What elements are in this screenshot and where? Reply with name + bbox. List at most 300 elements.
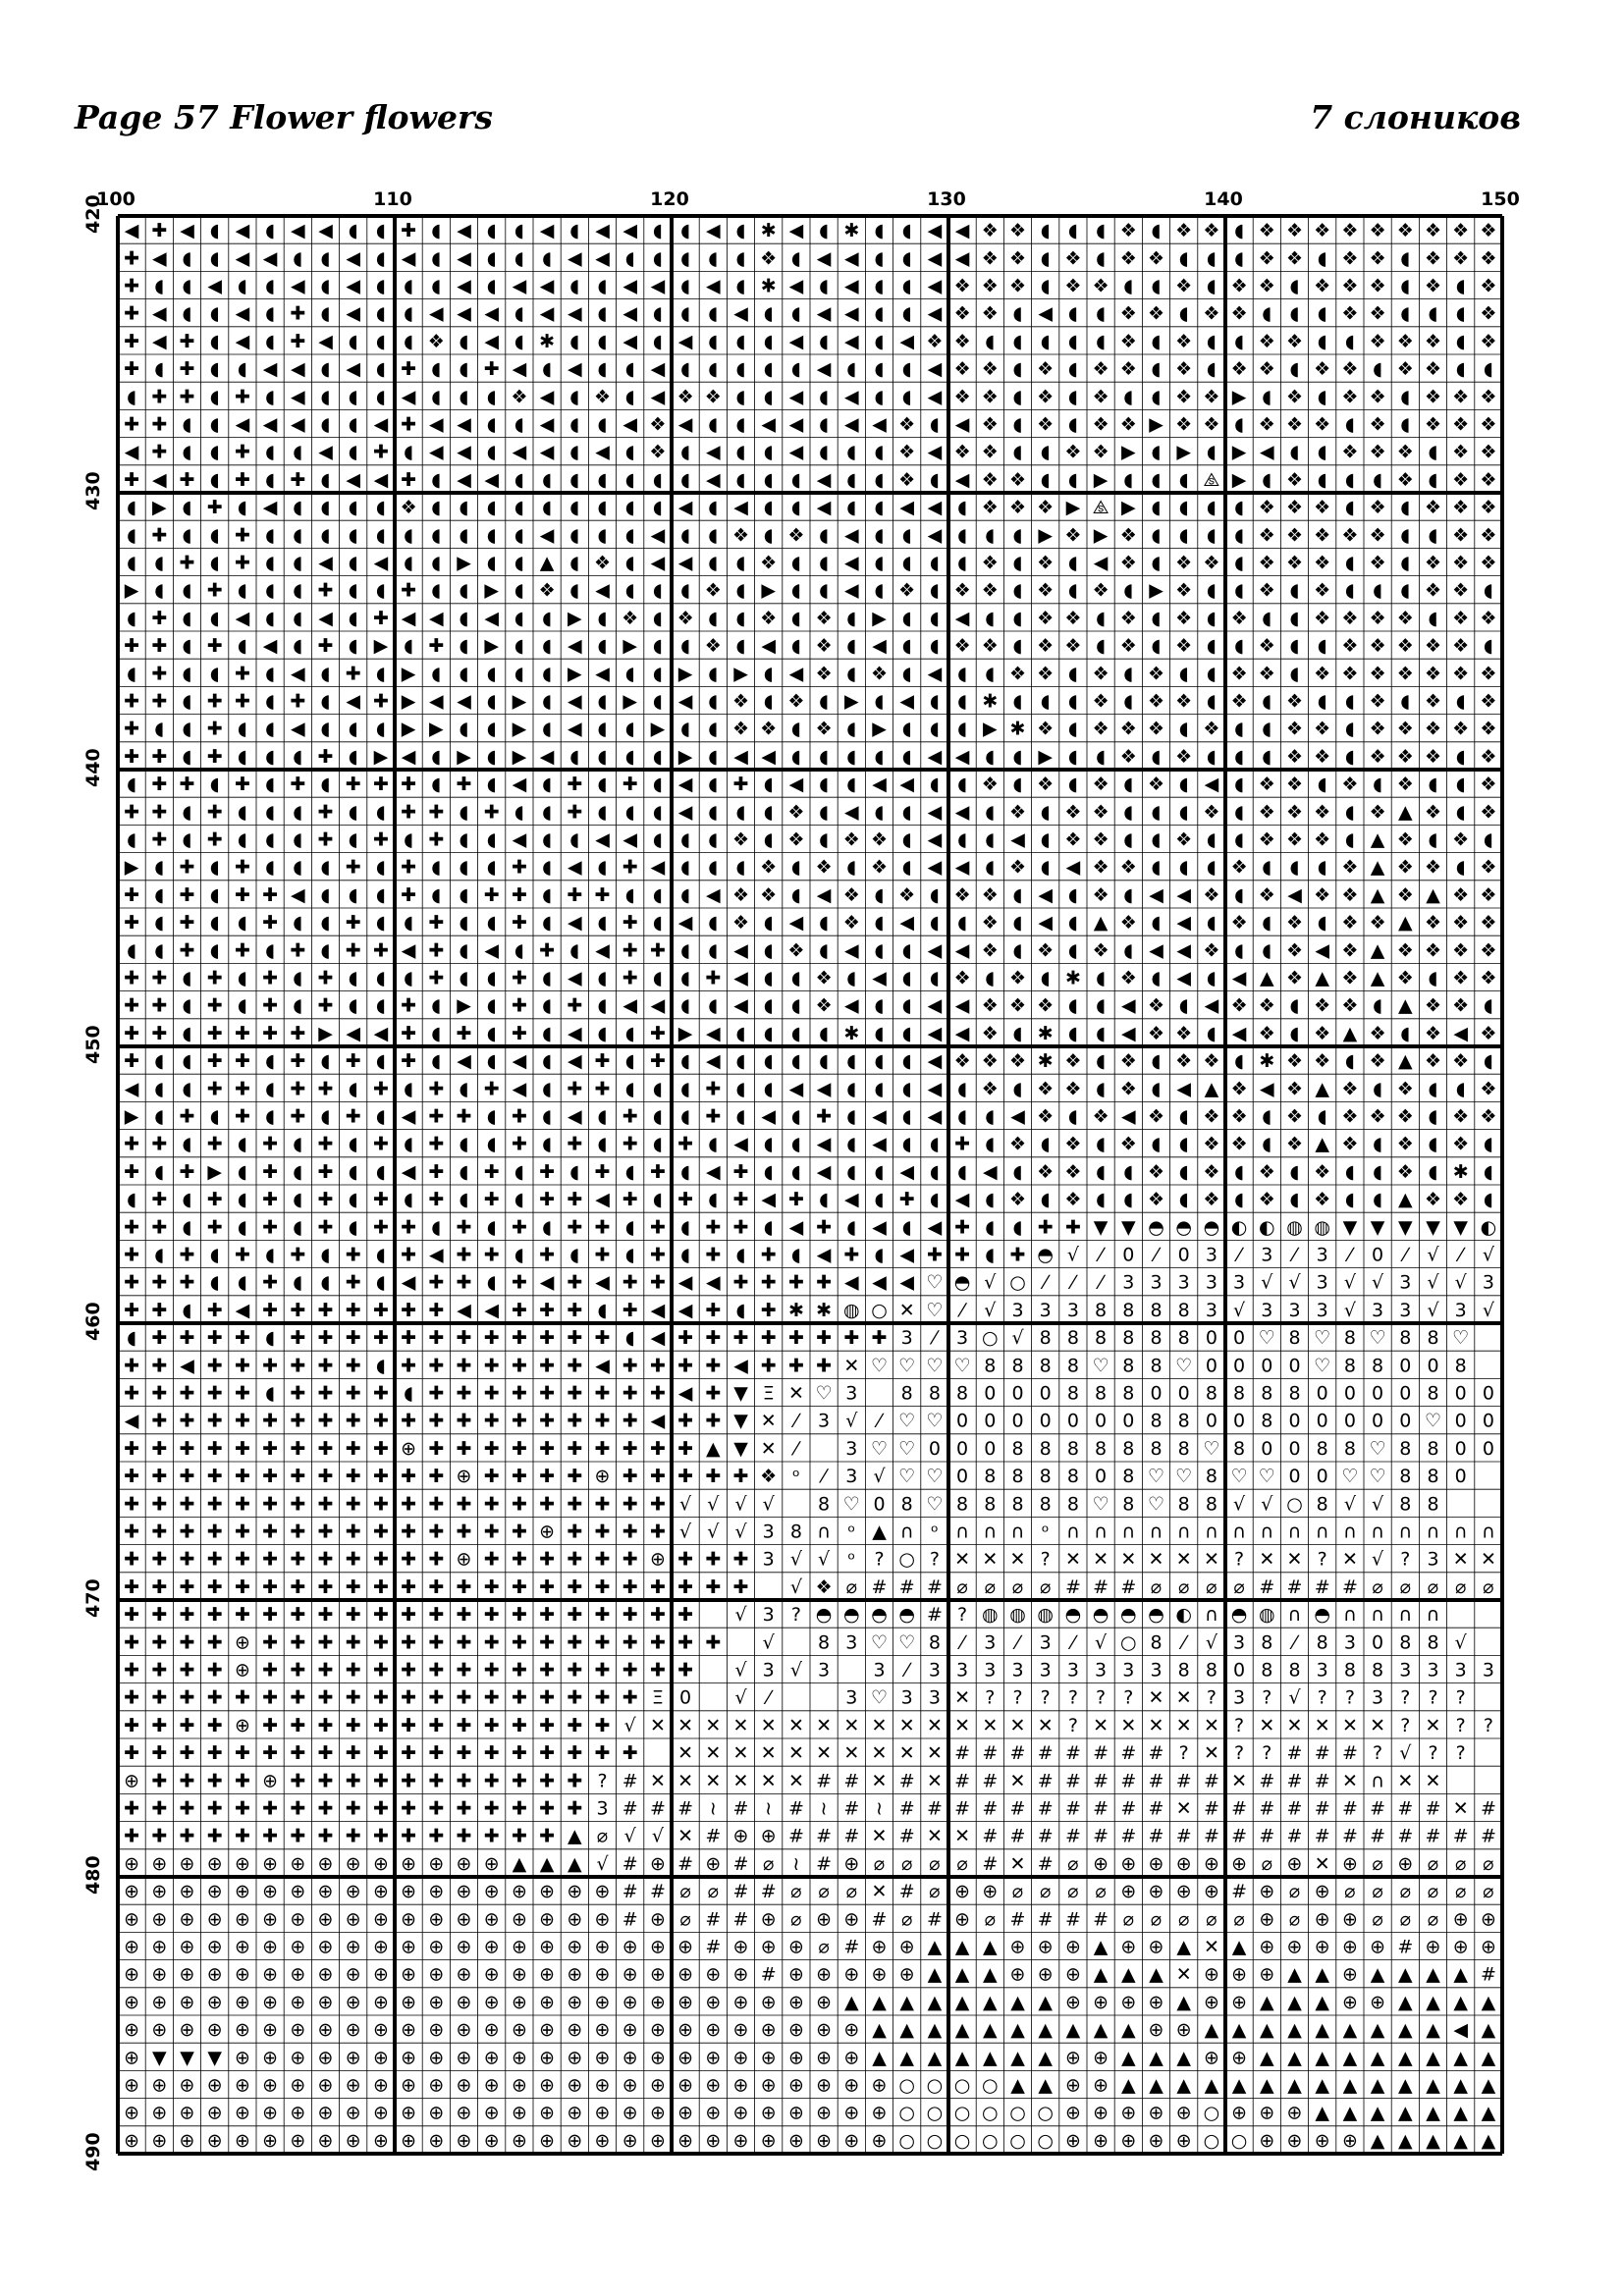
stitch-symbol: ◖ — [1234, 1189, 1245, 1211]
stitch-symbol: ❖ — [1396, 774, 1414, 796]
stitch-symbol: ❖ — [1341, 1133, 1359, 1155]
stitch-symbol: ❖ — [815, 994, 833, 1017]
stitch-symbol: 8 — [900, 1382, 913, 1405]
stitch-symbol: ⊕ — [871, 1963, 888, 1986]
stitch-symbol: ⊕ — [594, 1908, 611, 1931]
stitch-symbol: ◖ — [1289, 358, 1300, 381]
stitch-symbol: ❖ — [1314, 220, 1331, 242]
stitch-symbol: # — [954, 1797, 971, 1820]
stitch-symbol: ✚ — [234, 1022, 250, 1044]
stitch-symbol: ♡ — [898, 1631, 916, 1654]
stitch-symbol: ⊕ — [539, 2102, 556, 2124]
stitch-symbol: ◖ — [265, 1382, 276, 1405]
stitch-symbol: ⌀ — [790, 1881, 802, 1903]
stitch-symbol: ✚ — [760, 1327, 777, 1350]
stitch-symbol: ✱ — [760, 220, 777, 242]
stitch-symbol: ◖ — [763, 302, 774, 325]
stitch-symbol: ◖ — [652, 635, 663, 658]
stitch-symbol: ⊕ — [1259, 2129, 1275, 2152]
stitch-symbol: ◖ — [790, 883, 801, 906]
stitch-symbol: ⊕ — [345, 2129, 361, 2152]
stitch-symbol: ✚ — [401, 1410, 417, 1432]
stitch-symbol: ✕ — [732, 1742, 749, 1765]
stitch-symbol: 8 — [1150, 1631, 1163, 1654]
stitch-symbol: ◀ — [927, 1050, 943, 1073]
stitch-symbol: ⊕ — [179, 1936, 195, 1958]
stitch-symbol: ✚ — [290, 1382, 306, 1405]
stitch-symbol: ✚ — [262, 1659, 279, 1682]
stitch-symbol: ◖ — [874, 497, 885, 519]
stitch-symbol: ◖ — [874, 745, 885, 768]
stitch-symbol: # — [732, 1881, 749, 1903]
stitch-symbol: ◖ — [486, 1022, 497, 1044]
stitch-symbol: ⊕ — [124, 2047, 140, 2069]
stitch-symbol: √ — [1261, 1271, 1273, 1294]
stitch-symbol: ⁄ — [960, 1631, 964, 1654]
stitch-symbol: ◖ — [486, 275, 497, 297]
stitch-symbol: ◀ — [428, 413, 444, 436]
stitch-symbol: ✱ — [539, 330, 556, 352]
stitch-symbol: ✚ — [401, 1299, 417, 1321]
stitch-symbol: ⊕ — [290, 1991, 306, 2013]
stitch-symbol: ◀ — [290, 718, 305, 740]
stitch-symbol: ▲ — [1426, 883, 1440, 906]
stitch-symbol: 3 — [1122, 1271, 1135, 1294]
stitch-symbol: ◖ — [680, 828, 691, 851]
stitch-symbol: # — [1286, 1742, 1303, 1765]
stitch-symbol: ✚ — [649, 1160, 666, 1183]
stitch-symbol: ◓ — [843, 1604, 860, 1627]
stitch-symbol: ◖ — [348, 994, 358, 1017]
stitch-symbol: ✚ — [345, 912, 361, 934]
stitch-symbol: ✚ — [234, 663, 250, 685]
stitch-symbol: ✚ — [124, 413, 140, 436]
stitch-symbol: ⊕ — [1397, 1852, 1414, 1875]
stitch-symbol: ❖ — [1064, 524, 1082, 547]
stitch-symbol: ◖ — [569, 413, 580, 436]
stitch-symbol: ✚ — [206, 1521, 223, 1543]
stitch-symbol: ◖ — [542, 358, 553, 381]
stitch-symbol: ❖ — [1258, 663, 1275, 685]
stitch-symbol: ✚ — [372, 1410, 389, 1432]
stitch-symbol: 8 — [1066, 1327, 1079, 1350]
stitch-symbol: ✚ — [151, 220, 168, 242]
stitch-symbol: ⊕ — [428, 1991, 445, 2013]
stitch-symbol: ▶ — [124, 856, 139, 879]
stitch-symbol: 8 — [928, 1382, 941, 1405]
stitch-symbol: ⌀ — [1399, 1908, 1412, 1931]
stitch-symbol: √ — [789, 1575, 802, 1598]
stitch-symbol: ◖ — [320, 302, 331, 325]
stitch-symbol: ❖ — [1452, 912, 1470, 934]
stitch-symbol: ◖ — [874, 247, 885, 270]
pattern-author: 7 слоников — [1310, 98, 1521, 136]
stitch-symbol: ❖ — [760, 552, 778, 574]
stitch-symbol: ◖ — [819, 524, 830, 547]
stitch-symbol: ✚ — [483, 1742, 500, 1765]
stitch-symbol: ✚ — [816, 1271, 833, 1294]
stitch-symbol: ❖ — [1369, 497, 1386, 519]
stitch-symbol: ▲ — [927, 1936, 943, 1958]
stitch-symbol: ⊕ — [677, 1963, 694, 1986]
stitch-symbol: ◖ — [874, 386, 885, 408]
stitch-symbol: ✚ — [483, 1078, 500, 1100]
stitch-symbol: ◖ — [1400, 524, 1411, 547]
stitch-symbol: ✚ — [456, 1604, 472, 1627]
stitch-symbol: ✚ — [234, 1244, 250, 1266]
stitch-symbol: ✚ — [179, 1466, 195, 1488]
stitch-symbol: ⊕ — [401, 1991, 417, 2013]
stitch-symbol: ▶ — [872, 607, 887, 629]
stitch-symbol: ◖ — [293, 524, 303, 547]
stitch-symbol: ❖ — [1314, 1189, 1331, 1211]
stitch-symbol: ◀ — [1176, 1078, 1192, 1100]
stitch-symbol: ✚ — [372, 1686, 389, 1709]
stitch-symbol: ◖ — [182, 413, 192, 436]
stitch-symbol: ◖ — [237, 745, 247, 768]
stitch-symbol: ◀ — [622, 330, 638, 352]
stitch-symbol: 0 — [1343, 1410, 1356, 1432]
stitch-symbol: ❖ — [1092, 718, 1109, 740]
stitch-symbol: ♡ — [1424, 1410, 1442, 1432]
stitch-symbol: ◖ — [624, 247, 635, 270]
stitch-symbol: ✚ — [705, 1299, 722, 1321]
stitch-symbol: ✕ — [1009, 1770, 1026, 1792]
stitch-symbol: ◖ — [320, 663, 331, 685]
stitch-symbol: ◖ — [154, 1160, 165, 1183]
stitch-symbol: ◀ — [705, 441, 721, 463]
stitch-symbol: ◖ — [708, 497, 719, 519]
stitch-symbol: ◖ — [348, 1133, 358, 1155]
stitch-symbol: ❖ — [1314, 994, 1331, 1017]
stitch-symbol: ◖ — [1373, 994, 1383, 1017]
stitch-symbol: ❖ — [1008, 801, 1027, 824]
stitch-symbol: ▶ — [512, 745, 527, 768]
stitch-symbol: 8 — [1122, 1437, 1135, 1460]
stitch-symbol: ◖ — [652, 330, 663, 352]
stitch-symbol: ◖ — [1040, 468, 1051, 491]
stitch-symbol: ⊕ — [151, 1852, 168, 1875]
stitch-symbol: ◖ — [929, 1189, 940, 1211]
stitch-symbol: ◖ — [404, 967, 414, 989]
stitch-symbol: ◖ — [652, 774, 663, 796]
stitch-symbol: ◀ — [954, 413, 970, 436]
stitch-symbol: ◀ — [788, 912, 804, 934]
stitch-symbol: ◖ — [790, 856, 801, 879]
stitch-symbol: ✚ — [151, 1714, 168, 1736]
stitch-symbol: ✚ — [567, 801, 583, 824]
stitch-symbol: ◖ — [1206, 912, 1217, 934]
stitch-symbol: ◖ — [985, 607, 996, 629]
stitch-symbol: # — [982, 1770, 999, 1792]
stitch-symbol: # — [898, 1575, 915, 1598]
stitch-symbol: ▶ — [1231, 386, 1247, 408]
stitch-symbol: ✚ — [705, 1410, 722, 1432]
stitch-symbol: ◖ — [1234, 497, 1245, 519]
stitch-symbol: ✚ — [151, 1271, 168, 1294]
stitch-symbol: ◖ — [1206, 524, 1217, 547]
stitch-symbol: ᵒ — [930, 1521, 939, 1543]
stitch-symbol: ✕ — [760, 1742, 777, 1765]
stitch-symbol: ◖ — [708, 994, 719, 1017]
stitch-symbol: ◀ — [677, 690, 693, 713]
stitch-symbol: ❖ — [1480, 552, 1497, 574]
stitch-symbol: ✚ — [317, 579, 334, 602]
stitch-symbol: ◖ — [790, 1105, 801, 1128]
stitch-symbol: ❖ — [1314, 663, 1331, 685]
stitch-symbol: ❖ — [704, 386, 722, 408]
stitch-symbol: ◖ — [1344, 330, 1355, 352]
stitch-symbol: ◖ — [735, 579, 746, 602]
stitch-symbol: ❖ — [1396, 607, 1414, 629]
stitch-symbol: ⊕ — [372, 1852, 389, 1875]
stitch-symbol: 8 — [1454, 1355, 1467, 1377]
stitch-symbol: ▲ — [927, 2047, 943, 2069]
stitch-symbol: ▲ — [954, 1991, 970, 2013]
stitch-symbol: √ — [1343, 1299, 1356, 1321]
stitch-symbol: ≀ — [709, 1797, 717, 1820]
stitch-symbol: ✚ — [206, 1078, 223, 1100]
stitch-symbol: ◖ — [127, 939, 137, 962]
stitch-symbol: ✚ — [622, 1742, 638, 1765]
stitch-symbol: ✚ — [649, 1050, 666, 1073]
stitch-symbol: ✚ — [151, 1770, 168, 1792]
stitch-symbol: ◖ — [1317, 635, 1327, 658]
stitch-symbol: ▲ — [1397, 2019, 1413, 2042]
stitch-symbol: ✚ — [594, 1327, 611, 1350]
stitch-symbol: ◀ — [843, 413, 859, 436]
stitch-symbol: ✚ — [124, 1521, 140, 1543]
stitch-symbol: ◀ — [401, 939, 416, 962]
stitch-symbol: 3 — [1372, 1686, 1384, 1709]
stitch-symbol: ✚ — [234, 1410, 250, 1432]
stitch-symbol: ◓ — [1314, 1604, 1330, 1627]
stitch-symbol: ⊕ — [428, 1908, 445, 1931]
stitch-symbol: ⊕ — [483, 2129, 500, 2152]
stitch-symbol: ◖ — [348, 413, 358, 436]
stitch-symbol: ✕ — [1120, 1714, 1137, 1736]
stitch-symbol: ✚ — [124, 1686, 140, 1709]
stitch-symbol: ◖ — [819, 220, 830, 242]
stitch-symbol: ◖ — [514, 220, 524, 242]
stitch-symbol: ⊕ — [483, 2047, 500, 2069]
stitch-symbol: ❖ — [1285, 220, 1304, 242]
stitch-symbol: ◖ — [680, 468, 691, 491]
stitch-symbol: # — [926, 1797, 943, 1820]
stitch-symbol: ✚ — [567, 1327, 583, 1350]
stitch-symbol: ◖ — [624, 1050, 635, 1073]
stitch-symbol: ✚ — [290, 1686, 306, 1709]
stitch-symbol: ❖ — [1314, 883, 1331, 906]
stitch-symbol: ◖ — [1096, 1050, 1107, 1073]
stitch-symbol: # — [1093, 1825, 1109, 1847]
stitch-symbol: ✚ — [179, 1548, 195, 1571]
stitch-symbol: ◀ — [457, 1299, 471, 1321]
stitch-symbol: ✚ — [262, 1797, 279, 1820]
stitch-symbol: ❖ — [1008, 856, 1027, 879]
stitch-symbol: ◀ — [954, 247, 970, 270]
stitch-symbol: ✚ — [401, 1022, 417, 1044]
stitch-symbol: ? — [1262, 1742, 1272, 1765]
stitch-symbol: ◖ — [1067, 939, 1078, 962]
stitch-symbol: ◀ — [705, 1022, 721, 1044]
stitch-symbol: ◀ — [235, 302, 250, 325]
stitch-symbol: ◖ — [1483, 1133, 1493, 1155]
stitch-symbol: ❖ — [593, 552, 612, 574]
stitch-symbol: 3 — [956, 1327, 969, 1350]
stitch-symbol: ✱ — [816, 1299, 833, 1321]
stitch-symbol: ◖ — [1455, 690, 1466, 713]
stitch-symbol: ⊕ — [1259, 2102, 1275, 2124]
stitch-symbol: ✚ — [567, 1216, 583, 1239]
stitch-symbol: 0 — [679, 1686, 692, 1709]
stitch-symbol: ◖ — [404, 302, 414, 325]
stitch-symbol: ◀ — [927, 856, 943, 879]
stitch-symbol: ◖ — [1123, 579, 1134, 602]
stitch-symbol: ◖ — [1206, 635, 1217, 658]
stitch-symbol: ◖ — [624, 801, 635, 824]
stitch-symbol: ◀ — [290, 413, 305, 436]
stitch-symbol: ◀ — [927, 1216, 943, 1239]
stitch-symbol: ◖ — [209, 358, 220, 381]
row-label: 430 — [82, 471, 104, 510]
stitch-symbol: ✚ — [179, 1160, 195, 1183]
stitch-symbol: ◖ — [431, 1022, 442, 1044]
stitch-symbol: ⊕ — [567, 2047, 583, 2069]
stitch-symbol: ⊕ — [290, 2129, 306, 2152]
stitch-symbol: ✚ — [206, 1216, 223, 1239]
stitch-symbol: ✚ — [567, 1466, 583, 1488]
stitch-symbol: ◖ — [569, 552, 580, 574]
stitch-symbol: ❖ — [1230, 912, 1248, 934]
stitch-symbol: ✚ — [511, 994, 527, 1017]
stitch-symbol: ⊕ — [483, 1991, 500, 2013]
stitch-symbol: ◖ — [819, 1022, 830, 1044]
stitch-symbol: ❖ — [1285, 939, 1304, 962]
stitch-symbol: ▶ — [1038, 745, 1054, 768]
stitch-symbol: ✚ — [567, 1410, 583, 1432]
stitch-symbol: ◖ — [1012, 939, 1023, 962]
row-label: 420 — [82, 194, 104, 234]
stitch-symbol: ♡ — [898, 1466, 916, 1488]
stitch-symbol: ◀ — [567, 856, 582, 879]
stitch-symbol: ♡ — [1452, 1327, 1470, 1350]
stitch-symbol: ◖ — [901, 718, 912, 740]
stitch-symbol: ✚ — [428, 828, 445, 851]
stitch-symbol: ⊕ — [1259, 1908, 1275, 1931]
stitch-symbol: ◀ — [927, 1022, 943, 1044]
stitch-symbol: # — [1093, 1797, 1109, 1820]
stitch-symbol: 8 — [1122, 1299, 1135, 1321]
stitch-symbol: ✚ — [234, 939, 250, 962]
stitch-symbol: ◖ — [1206, 828, 1217, 851]
stitch-symbol: ✚ — [539, 1466, 556, 1488]
stitch-symbol: 0 — [1261, 1355, 1273, 1377]
stitch-symbol: ◐ — [1259, 1216, 1275, 1239]
stitch-symbol: ? — [1373, 1742, 1383, 1765]
stitch-symbol: ◖ — [542, 635, 553, 658]
stitch-symbol: ◖ — [1178, 1133, 1189, 1155]
stitch-symbol: ◀ — [927, 247, 943, 270]
stitch-symbol: 8 — [1011, 1466, 1024, 1488]
stitch-symbol: ◀ — [401, 386, 416, 408]
stitch-symbol: ✚ — [649, 1216, 666, 1239]
stitch-symbol: 3 — [1011, 1659, 1024, 1682]
stitch-symbol: ◖ — [1400, 552, 1411, 574]
stitch-symbol: ▼ — [1453, 1216, 1469, 1239]
stitch-symbol: 3 — [1011, 1299, 1024, 1321]
stitch-symbol: ◖ — [127, 828, 137, 851]
stitch-symbol: ◀ — [512, 1050, 527, 1073]
stitch-symbol: ✚ — [483, 1686, 500, 1709]
stitch-symbol: ❖ — [1480, 718, 1497, 740]
stitch-symbol: # — [1370, 1825, 1386, 1847]
stitch-symbol: ◖ — [1234, 579, 1245, 602]
stitch-symbol: ❖ — [1452, 939, 1470, 962]
stitch-symbol: 0 — [1233, 1659, 1246, 1682]
stitch-symbol: ♡ — [898, 1437, 916, 1460]
stitch-symbol: 8 — [1316, 1493, 1328, 1516]
stitch-symbol: ✚ — [234, 690, 250, 713]
stitch-symbol: ◖ — [375, 1160, 386, 1183]
stitch-symbol: ◀ — [235, 1299, 250, 1321]
stitch-symbol: ❖ — [1480, 1105, 1497, 1128]
stitch-symbol: ⌀ — [1261, 1852, 1273, 1875]
stitch-symbol: ◀ — [235, 220, 250, 242]
stitch-symbol: ⊕ — [1370, 1991, 1386, 2013]
stitch-symbol: # — [1231, 1825, 1248, 1847]
stitch-symbol: 3 — [762, 1659, 775, 1682]
stitch-symbol: ❖ — [981, 497, 999, 519]
stitch-symbol: ◀ — [650, 1410, 666, 1432]
stitch-symbol: ▶ — [677, 663, 693, 685]
stitch-symbol: ❖ — [1285, 468, 1304, 491]
stitch-symbol: ▶ — [428, 718, 444, 740]
stitch-symbol: ✚ — [428, 1742, 445, 1765]
stitch-symbol: ◀ — [650, 275, 666, 297]
stitch-symbol: ◖ — [209, 413, 220, 436]
stitch-symbol: # — [871, 1575, 888, 1598]
stitch-symbol: ✚ — [317, 1189, 334, 1211]
stitch-symbol: ✚ — [401, 1466, 417, 1488]
stitch-symbol: ❖ — [1064, 801, 1082, 824]
stitch-symbol: ◖ — [459, 856, 469, 879]
stitch-symbol: ⊕ — [622, 2019, 638, 2042]
stitch-symbol: ⊕ — [179, 1852, 195, 1875]
stitch-symbol: ◖ — [957, 718, 968, 740]
stitch-symbol: ✚ — [179, 1714, 195, 1736]
stitch-symbol: ◖ — [154, 718, 165, 740]
stitch-symbol: ◀ — [705, 220, 721, 242]
stitch-symbol: ◖ — [293, 607, 303, 629]
stitch-symbol: ✚ — [124, 1271, 140, 1294]
stitch-symbol: ⊕ — [428, 1881, 445, 1903]
stitch-symbol: ◖ — [293, 994, 303, 1017]
stitch-symbol: ❖ — [1064, 607, 1082, 629]
stitch-symbol: ❖ — [1369, 690, 1386, 713]
stitch-symbol: ◖ — [957, 1160, 968, 1183]
stitch-symbol: ✚ — [372, 1714, 389, 1736]
stitch-symbol: 8 — [1261, 1659, 1273, 1682]
stitch-symbol: 8 — [1399, 1466, 1412, 1488]
stitch-symbol: # — [1286, 1575, 1303, 1598]
stitch-symbol: ♡ — [898, 1355, 916, 1377]
stitch-symbol: ◖ — [209, 912, 220, 934]
stitch-symbol: ✚ — [206, 1742, 223, 1765]
stitch-symbol: ▼ — [180, 2047, 194, 2069]
stitch-symbol: ♡ — [1203, 1437, 1220, 1460]
stitch-symbol: ✚ — [151, 1797, 168, 1820]
